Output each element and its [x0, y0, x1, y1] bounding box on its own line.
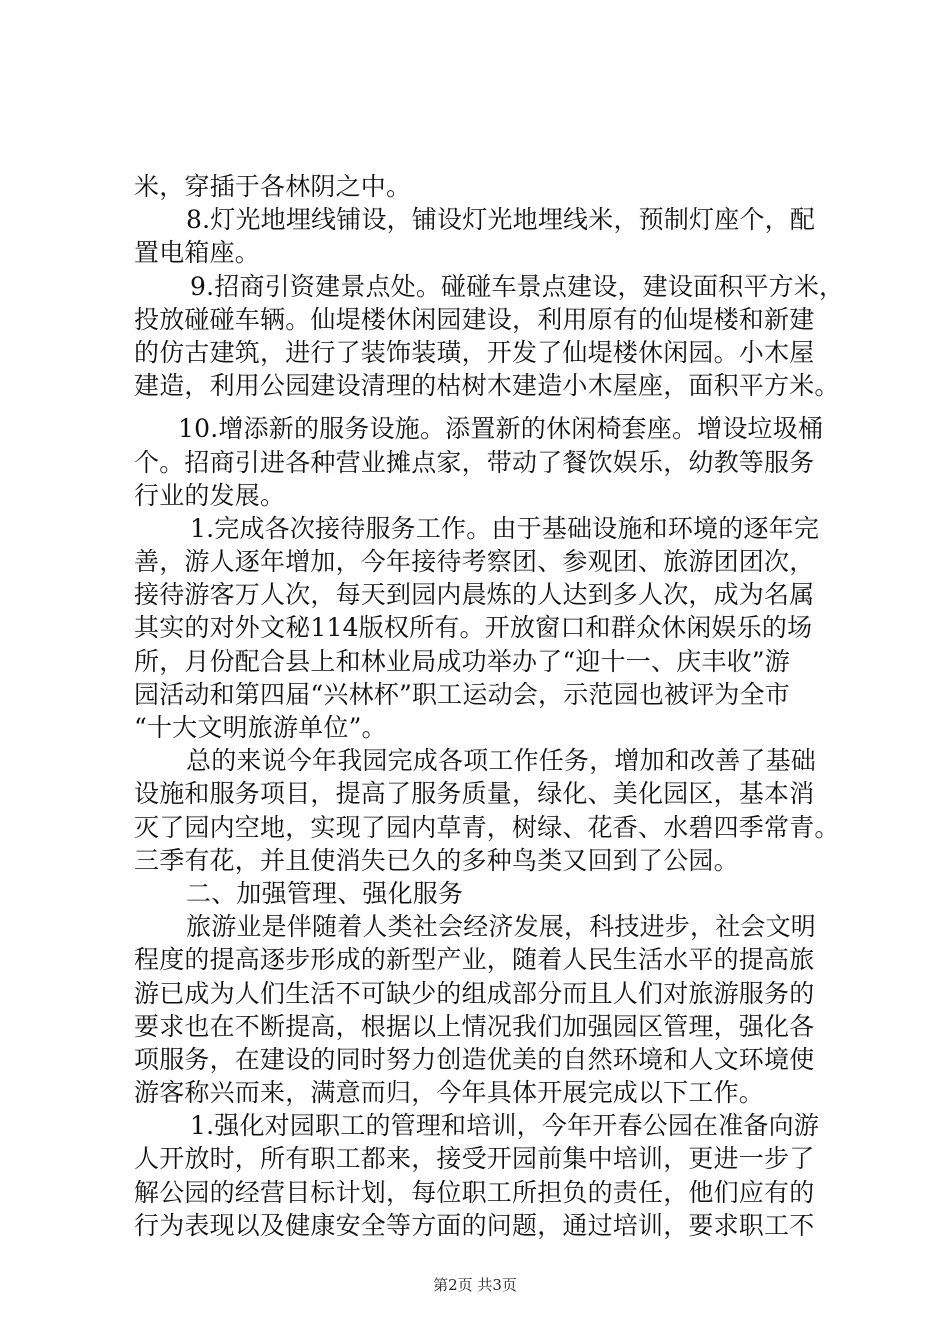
text-line: 1.完成各次接待服务工作。由于基础设施和环境的逐年完	[190, 513, 820, 543]
text-line: 1.强化对园职工的管理和培训，今年开春公园在准备向游	[190, 1111, 820, 1141]
text-line: “十大文明旅游单位”。	[134, 713, 387, 742]
text-line: 项服务，在建设的同时努力创造优美的自然环境和人文环境使	[134, 1044, 815, 1074]
text-line: 游已成为人们生活不可缺少的组成部分而且人们对旅游服务的	[134, 978, 815, 1008]
text-line: 人开放时，所有职工都来，接受开园前集中培训，更进一步了	[134, 1144, 815, 1174]
text-line: 程度的提高逐步形成的新型产业，随着人民生活水平的提高旅	[134, 945, 815, 975]
text-line: 游客称兴而来，满意而归，今年具体开展完成以下工作。	[134, 1078, 765, 1108]
text-line: 8.灯光地埋线铺设，铺设灯光地埋线米，预制灯座个，配	[186, 205, 816, 235]
text-line: 10.增添新的服务设施。添置新的休闲椅套座。增设垃圾桶	[178, 414, 824, 444]
text-line: 灭了园内空地，实现了园内草青，树绿、花香、水碧四季常青。	[134, 812, 840, 842]
text-line: 建造，利用公园建设清理的枯树木建造小木屋座，面积平方米。	[134, 371, 840, 401]
text-line: 园活动和第四届“兴林杯”职工运动会，示范园也被评为全市	[134, 679, 790, 709]
text-line: 个。招商引进各种营业摊点家，带动了餐饮娱乐，幼教等服务	[134, 447, 815, 477]
text-line: 的仿古建筑，进行了装饰装璜，开发了仙堤楼休闲园。小木屋	[134, 337, 815, 367]
text-line: 置电箱座。	[134, 238, 261, 268]
text-line: 旅游业是伴随着人类社会经济发展，科技进步，社会文明	[186, 912, 817, 942]
text-line: 设施和服务项目，提高了服务质量，绿化、美化园区，基本消	[134, 779, 815, 809]
text-line: 三季有花，并且使消失已久的多种鸟类又回到了公园。	[134, 845, 739, 875]
text-line: 行业的发展。	[134, 480, 286, 510]
text-line: 行为表现以及健康安全等方面的问题，通过培训，要求职工不	[134, 1210, 815, 1240]
document-body	[134, 170, 844, 1242]
text-line: 其实的对外文秘114版权所有。开放窗口和群众休闲娱乐的场	[134, 613, 813, 643]
text-line: 投放碰碰车辆。仙堤楼休闲园建设，利用原有的仙堤楼和新建	[134, 304, 815, 334]
text-line: 要求也在不断提高，根据以上情况我们加强园区管理，强化各	[134, 1011, 815, 1041]
page-footer: 第2页 共3页	[433, 1276, 517, 1294]
text-line: 接待游客万人次，每天到园内晨炼的人达到多人次，成为名属	[134, 580, 815, 610]
text-line: 9.招商引资建景点处。碰碰车景点建设，建设面积平方米，	[190, 271, 844, 301]
text-line: 所，月份配合县上和林业局成功举办了“迎十一、庆丰收”游	[134, 646, 790, 676]
text-line: 米，穿插于各林阴之中。	[134, 172, 412, 201]
text-line: 善，游人逐年增加，今年接待考察团、参观团、旅游团团次，	[134, 547, 815, 577]
text-line: 总的来说今年我园完成各项工作任务，增加和改善了基础	[186, 746, 817, 776]
section-heading: 二、加强管理、强化服务	[186, 878, 464, 908]
text-line: 解公园的经营目标计划，每位职工所担负的责任，他们应有的	[134, 1177, 815, 1207]
